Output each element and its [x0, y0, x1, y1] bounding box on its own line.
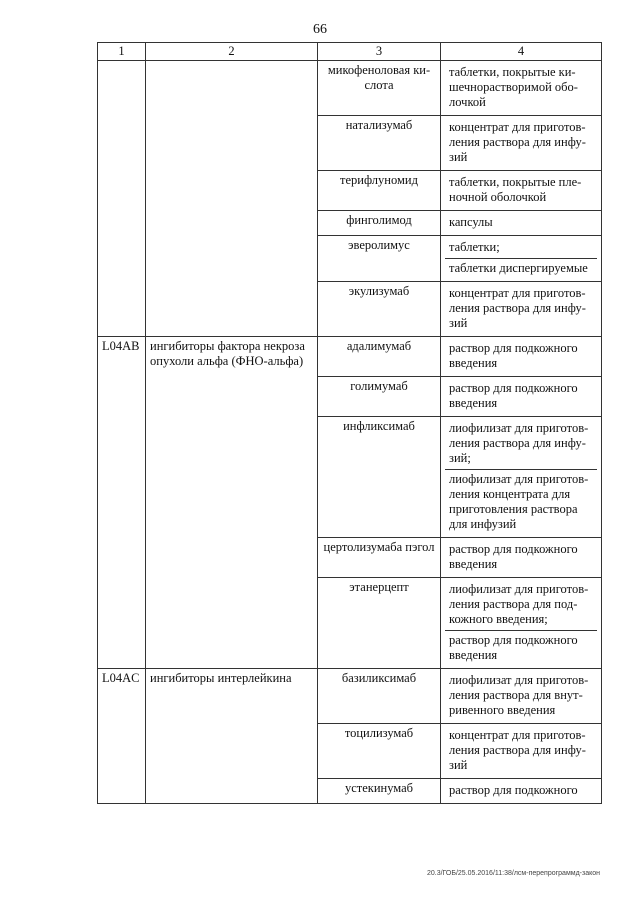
drug-name-cell: инфликсимаб — [318, 417, 441, 538]
dosage-form-cell — [441, 282, 602, 337]
dosage-form-cell — [441, 578, 602, 669]
group-name-cell — [146, 61, 318, 337]
group-name-cell: ингибиторы фактора некроза опухоли альфа (ФНО-альфа) — [146, 337, 318, 669]
dosage-form-line: капсулы — [449, 215, 493, 229]
table-row — [98, 61, 602, 116]
dosage-form-cell — [441, 724, 602, 779]
atc-code-cell: L04AC — [98, 669, 146, 804]
dosage-form-line: лиофилизат для приготов-ления раствора для инфу-зий; — [449, 421, 589, 465]
header-col-2: 2 — [146, 43, 318, 61]
dosage-form-line: раствор для подкожного — [449, 783, 578, 797]
dosage-form-line: раствор для подкожного введения — [449, 542, 578, 571]
drug-name-cell: эверолимус — [318, 236, 441, 282]
page-number: 66 — [313, 22, 327, 37]
dosage-form-line: таблетки, покрытые ки-шечнорастворимой обо-лочкой — [449, 65, 578, 109]
drug-name-cell: цертолизумаба пэгол — [318, 538, 441, 578]
drug-name-cell: микофеноловая ки-слота — [318, 61, 441, 116]
group-name-cell: ингибиторы интерлейкина — [146, 669, 318, 804]
dosage-form-line: раствор для подкожного введения — [449, 381, 578, 410]
dosage-form-line: концентрат для приготов-ления раствора для инфу-зий — [449, 728, 586, 772]
atc-code-cell: L04AB — [98, 337, 146, 669]
table-row — [98, 337, 602, 377]
dosage-form-line: концентрат для приготов-ления раствора для инфу-зий — [449, 120, 586, 164]
drug-name-cell: тоцилизумаб — [318, 724, 441, 779]
dosage-form-line: раствор для подкожного введения — [449, 341, 578, 370]
dosage-form-cell — [441, 61, 602, 116]
dosage-form-line: раствор для подкожного введения — [445, 630, 597, 666]
drug-name-cell: голимумаб — [318, 377, 441, 417]
header-col-4: 4 — [441, 43, 602, 61]
dosage-form-line: таблетки диспергируемые — [445, 258, 597, 279]
drug-name-cell: базиликсимаб — [318, 669, 441, 724]
drug-name-cell: адалимумаб — [318, 337, 441, 377]
header-col-3: 3 — [318, 43, 441, 61]
dosage-form-cell — [441, 211, 602, 236]
header-col-1: 1 — [98, 43, 146, 61]
footer-stamp: 20.3/ГОБ/25.05.2016/11:38/лсм-перепрограммд-закон — [426, 870, 600, 877]
drug-name-cell: терифлуномид — [318, 171, 441, 211]
dosage-form-cell — [441, 377, 602, 417]
dosage-form-cell — [441, 538, 602, 578]
header-row — [98, 43, 602, 61]
drug-name-cell: натализумаб — [318, 116, 441, 171]
dosage-form-line: концентрат для приготов-ления раствора для инфу-зий — [449, 286, 586, 330]
dosage-form-cell — [441, 337, 602, 377]
drug-table — [97, 42, 602, 804]
dosage-form-cell — [441, 779, 602, 804]
dosage-form-cell — [441, 236, 602, 282]
drug-name-cell: экулизумаб — [318, 282, 441, 337]
table-row — [98, 669, 602, 724]
dosage-form-cell — [441, 417, 602, 538]
drug-name-cell: финголимод — [318, 211, 441, 236]
dosage-form-line: лиофилизат для приготов-ления раствора для внут-ривенного введения — [449, 673, 589, 717]
dosage-form-line: таблетки, покрытые пле-ночной оболочкой — [449, 175, 582, 204]
drug-name-cell: этанерцепт — [318, 578, 441, 669]
drug-name-cell: устекинумаб — [318, 779, 441, 804]
dosage-form-line: лиофилизат для приготов-ления раствора для под-кожного введения; — [449, 582, 589, 626]
dosage-form-cell — [441, 171, 602, 211]
dosage-form-cell — [441, 116, 602, 171]
atc-code-cell — [98, 61, 146, 337]
table-body — [98, 61, 602, 804]
dosage-form-line: таблетки; — [449, 240, 500, 254]
dosage-form-cell — [441, 669, 602, 724]
dosage-form-line: лиофилизат для приготов-ления концентрата для приготовления раствора для инфузий — [445, 469, 597, 535]
